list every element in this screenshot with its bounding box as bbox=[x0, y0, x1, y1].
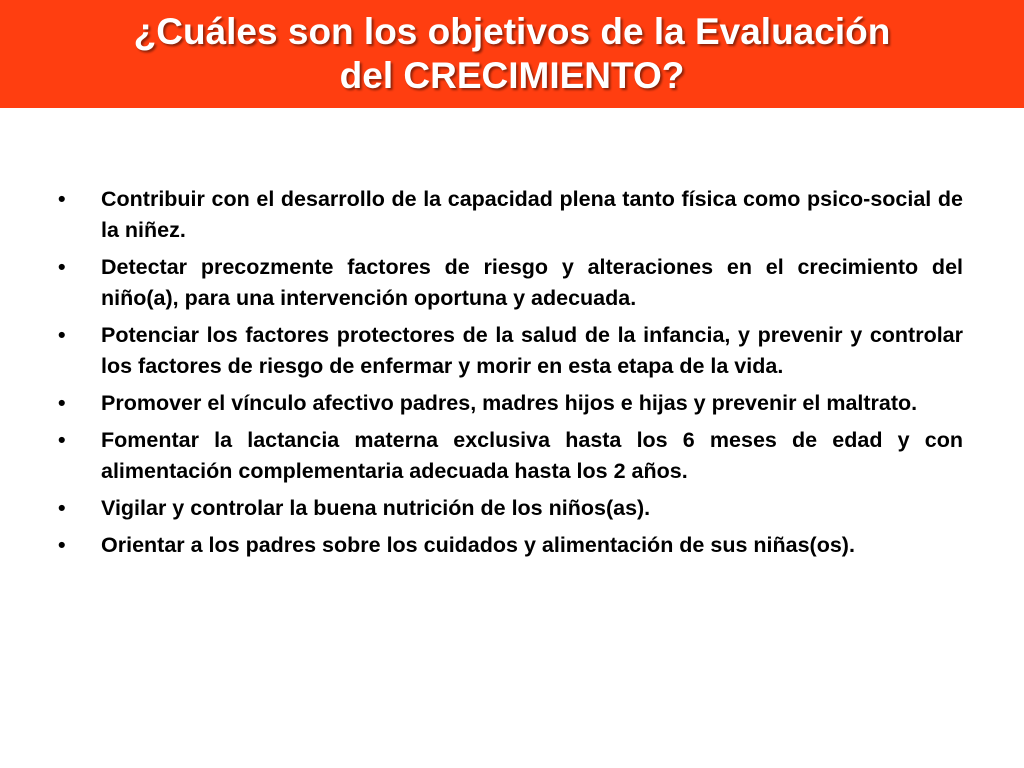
list-item bbox=[58, 184, 963, 246]
title-line-2: del CRECIMIENTO? bbox=[339, 55, 685, 96]
bullet-icon: • bbox=[58, 496, 66, 520]
bullet-icon: • bbox=[58, 255, 66, 279]
list-item bbox=[58, 252, 963, 314]
bullet-icon: • bbox=[58, 533, 66, 557]
bullet-icon: • bbox=[58, 391, 66, 415]
list-item bbox=[58, 388, 963, 419]
list-item bbox=[58, 320, 963, 382]
objectives-list bbox=[58, 184, 963, 567]
list-item-text: Orientar a los padres sobre los cuidados y alimentación de sus niñas(os). bbox=[101, 533, 855, 557]
list-item bbox=[58, 425, 963, 487]
list-item-text: Fomentar la lactancia materna exclusiva hasta los 6 meses de edad y con alimentación complementaria adecuada hasta los 2 años. bbox=[101, 428, 963, 483]
list-item-text: Promover el vínculo afectivo padres, madres hijos e hijas y prevenir el maltrato. bbox=[101, 391, 918, 415]
list-item-text: Potenciar los factores protectores de la salud de la infancia, y prevenir y controlar los factores de riesgo de enfermar y morir en esta etapa de la vida. bbox=[101, 323, 963, 378]
title-line-1: ¿Cuáles son los objetivos de la Evaluación bbox=[133, 11, 891, 52]
slide-title bbox=[12, 10, 1012, 98]
title-bar bbox=[0, 0, 1024, 108]
bullet-icon: • bbox=[58, 323, 66, 347]
bullet-icon: • bbox=[58, 187, 66, 211]
list-item bbox=[58, 530, 963, 561]
list-item bbox=[58, 493, 963, 524]
bullet-icon: • bbox=[58, 428, 66, 452]
list-item-text: Contribuir con el desarrollo de la capacidad plena tanto física como psico-social de la niñez. bbox=[101, 187, 963, 242]
list-item-text: Detectar precozmente factores de riesgo y alteraciones en el crecimiento del niño(a), para una intervención oportuna y adecuada. bbox=[101, 255, 963, 310]
list-item-text: Vigilar y controlar la buena nutrición de los niños(as). bbox=[101, 496, 651, 520]
